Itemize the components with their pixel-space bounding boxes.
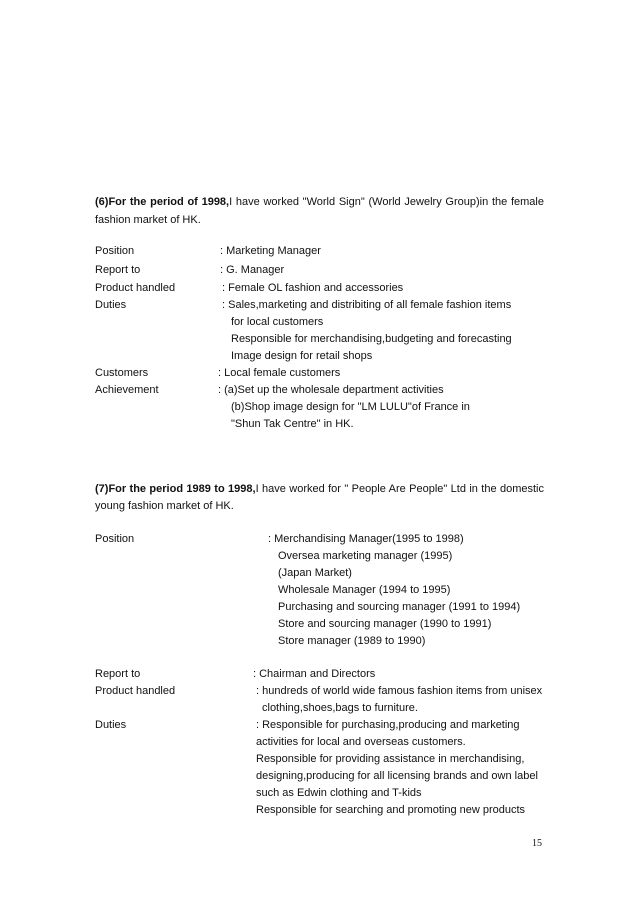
- section6-duties-line: Image design for retail shops: [231, 350, 373, 362]
- section6-duties-line: Responsible for merchandising,budgeting and forecasting: [231, 333, 512, 345]
- section7-product-line: : hundreds of world wide famous fashion items from unisex: [256, 685, 543, 697]
- section6-product-label: Product handled: [95, 282, 176, 294]
- section6-customers-label: Customers: [95, 367, 149, 379]
- section7-duties-label: Duties: [95, 719, 127, 731]
- section7-position-line: : Merchandising Manager(1995 to 1998): [268, 533, 464, 545]
- section7-heading-bold: (7)For the period 1989 to 1998,: [95, 483, 256, 495]
- section6-achievement-label: Achievement: [95, 384, 159, 396]
- section7-product-label: Product handled: [95, 685, 176, 697]
- section6-customers-value: : Local female customers: [218, 367, 341, 379]
- section7-duties-line: : Responsible for purchasing,producing and marketing: [256, 719, 520, 731]
- section7-duties-line: activities for local and overseas customers.: [256, 736, 466, 748]
- section6-duties-label: Duties: [95, 299, 127, 311]
- section6-heading-bold: (6)For the period of 1998,: [95, 196, 230, 208]
- section6-achievement-line: (b)Shop image design for "LM LULU"of France in: [231, 401, 470, 413]
- section6-report-value: : G. Manager: [220, 264, 285, 276]
- section7-position-line: Wholesale Manager (1994 to 1995): [278, 584, 451, 596]
- section6-position-value: : Marketing Manager: [220, 245, 321, 257]
- section7-position-line: Store manager (1989 to 1990): [278, 635, 426, 647]
- section7-heading-line2: young fashion market of HK.: [95, 500, 234, 512]
- section7-report-label: Report to: [95, 668, 141, 680]
- section7-position-line: (Japan Market): [278, 567, 352, 579]
- section6-achievement-line: "Shun Tak Centre" in HK.: [231, 418, 354, 430]
- section7-position-line: Store and sourcing manager (1990 to 1991): [278, 618, 492, 630]
- section7-duties-line: Responsible for searching and promoting new products: [256, 804, 526, 816]
- section6-heading-line2: fashion market of HK.: [95, 214, 201, 226]
- section6-achievement-line: : (a)Set up the wholesale department activities: [218, 384, 444, 396]
- section6-report-label: Report to: [95, 264, 141, 276]
- section7-duties-line: designing,producing for all licensing brands and own label: [256, 770, 538, 782]
- section7-report-value: : Chairman and Directors: [253, 668, 376, 680]
- section6-position-label: Position: [95, 245, 135, 257]
- section7-position-line: Purchasing and sourcing manager (1991 to 1994): [278, 601, 521, 613]
- section7-duties-line: Responsible for providing assistance in merchandising,: [256, 753, 525, 765]
- section6-duties-line: for local customers: [231, 316, 324, 328]
- section7-heading-line1: [95, 482, 544, 496]
- page-number: 15: [532, 838, 542, 849]
- section7-position-line: Oversea marketing manager (1995): [278, 550, 453, 562]
- section7-heading-rest: I have worked for " People Are People" Ltd in the domestic: [255, 483, 544, 495]
- section6-duties-line: : Sales,marketing and distribiting of all female fashion items: [222, 299, 512, 311]
- section7-position-label: Position: [95, 533, 135, 545]
- section6-heading-rest: I have worked "World Sign" (World Jewelry Group)in the female: [229, 196, 544, 208]
- section7-product-line: clothing,shoes,bags to furniture.: [262, 702, 418, 714]
- section6-heading-line1: [95, 195, 544, 209]
- section7-duties-line: such as Edwin clothing and T-kids: [256, 787, 422, 799]
- section6-product-value: : Female OL fashion and accessories: [222, 282, 404, 294]
